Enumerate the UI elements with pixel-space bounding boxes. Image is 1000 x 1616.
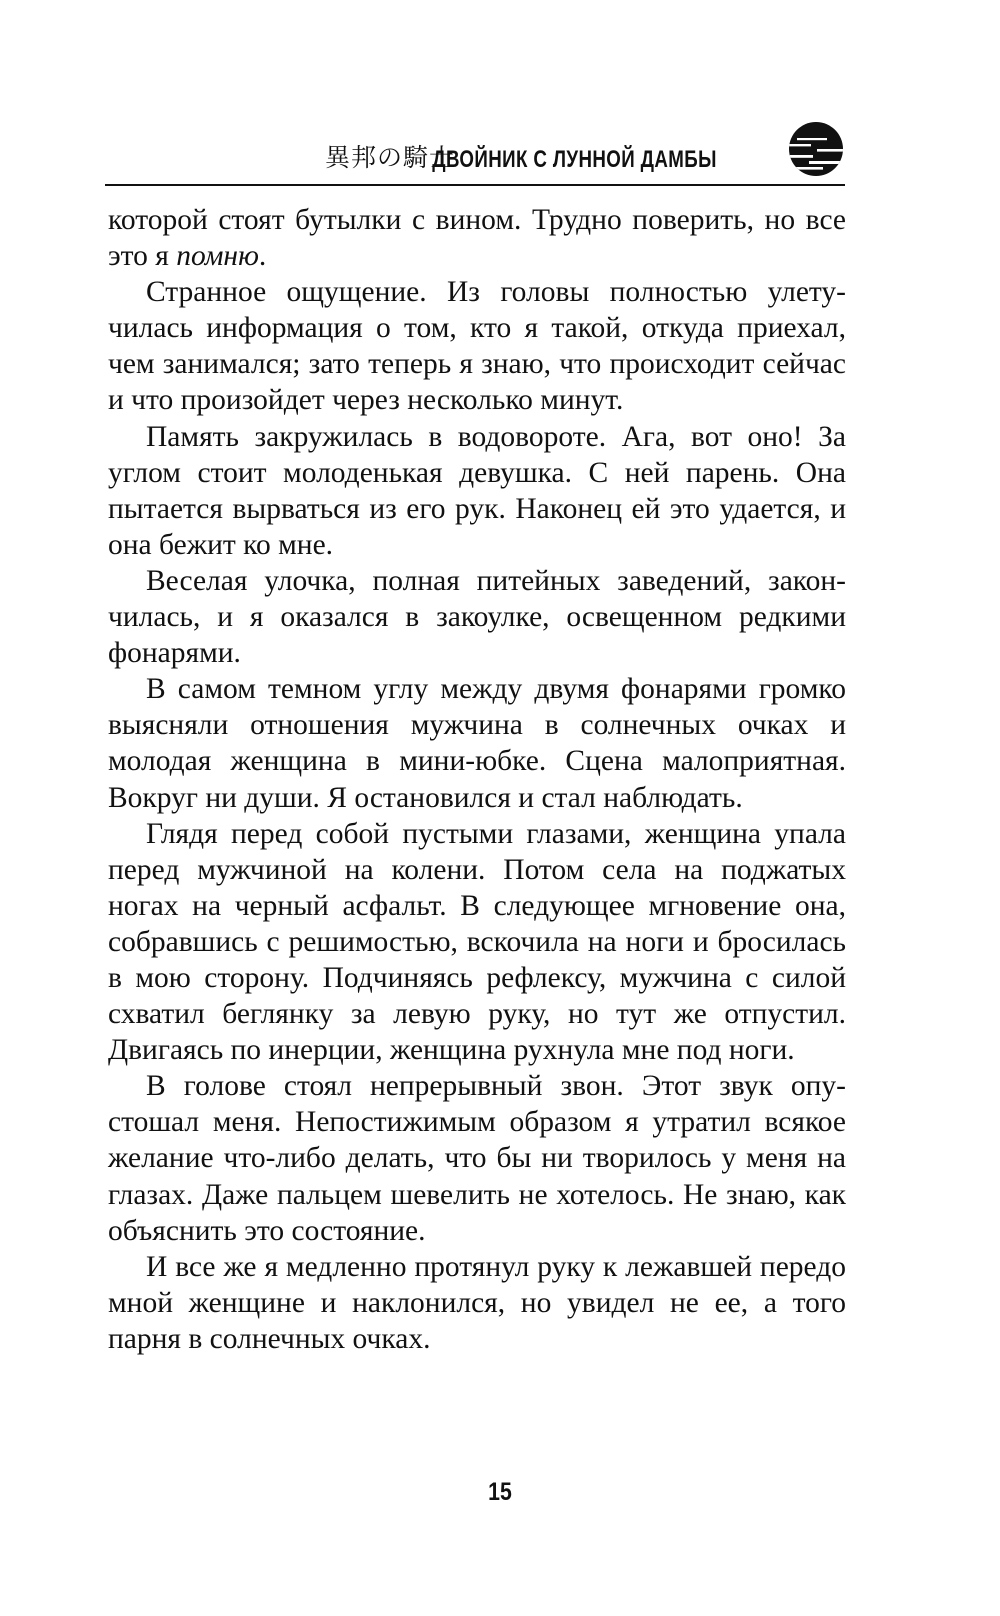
series-title: 異邦の騎士 bbox=[324, 143, 455, 172]
paragraph: В самом темном углу между двумя фонарями громко выясняли отношения мужчина в солнечных очках и молодая женщина в мини-юбке. Сцена малоприятная. Вокруг ни души. Я остановился и стал наблюдать. bbox=[108, 673, 846, 814]
paragraph: Память закружилась в водовороте. Ага, вот оно! За углом стоит молоденькая девушка. С ней парень. Она пытается вырваться из его рук. Наконец ей это удается, и она бежит ко мне. bbox=[108, 420, 846, 561]
running-head bbox=[105, 118, 845, 186]
book-title: ДВОЙНИК С ЛУННОЙ ДАМБЫ bbox=[432, 146, 717, 173]
moon-over-water-icon bbox=[787, 120, 845, 178]
p1-text: которой стоят бутылки с вином. Трудно поверить, но все это я bbox=[108, 204, 846, 273]
p1-italic-word: помню bbox=[176, 240, 259, 273]
page-body bbox=[108, 202, 846, 1357]
paragraph: Странное ощущение. Из головы полностью улетучилась информация о том, кто я такой, откуда приехал, чем занимался; зато теперь я знаю, что происходит сейчас и что произойдет через несколько минут. bbox=[108, 276, 846, 417]
p1-tail: . bbox=[258, 240, 267, 273]
paragraph: И все же я медленно протянул руку к лежавшей передо мной женщине и наклонился, но увидел не ее, а того парня в солнечных очках. bbox=[108, 1250, 846, 1355]
paragraph: В голове стоял непрерывный звон. Этот звук опустошал меня. Непостижимым образом я утратил всякое желание что-либо делать, что бы ни творилось у меня на глазах. Даже пальцем шевелить не хотелось. Не знаю, как объяснить это состояние. bbox=[108, 1070, 846, 1247]
page-number: 15 bbox=[488, 1478, 512, 1506]
paragraph: Глядя перед собой пустыми глазами, женщина упала перед мужчиной на колени. Потом села на поджатых ногах на черный асфальт. В следующее мгновение она, собравшись с решимостью, вскочила на ноги и бросилась в мою сторону. Подчиняясь рефлексу, мужчина с силой схватил беглянку за левую руку, но тут же отпустил. Двигаясь по инерции, женщина рухнула мне под ноги. bbox=[108, 817, 846, 1067]
paragraph: Веселая улочка, полная питейных заведений, закончилась, и я оказался в закоулке, освещенном редкими фонарями. bbox=[108, 564, 846, 670]
paragraph-continued bbox=[108, 202, 846, 274]
